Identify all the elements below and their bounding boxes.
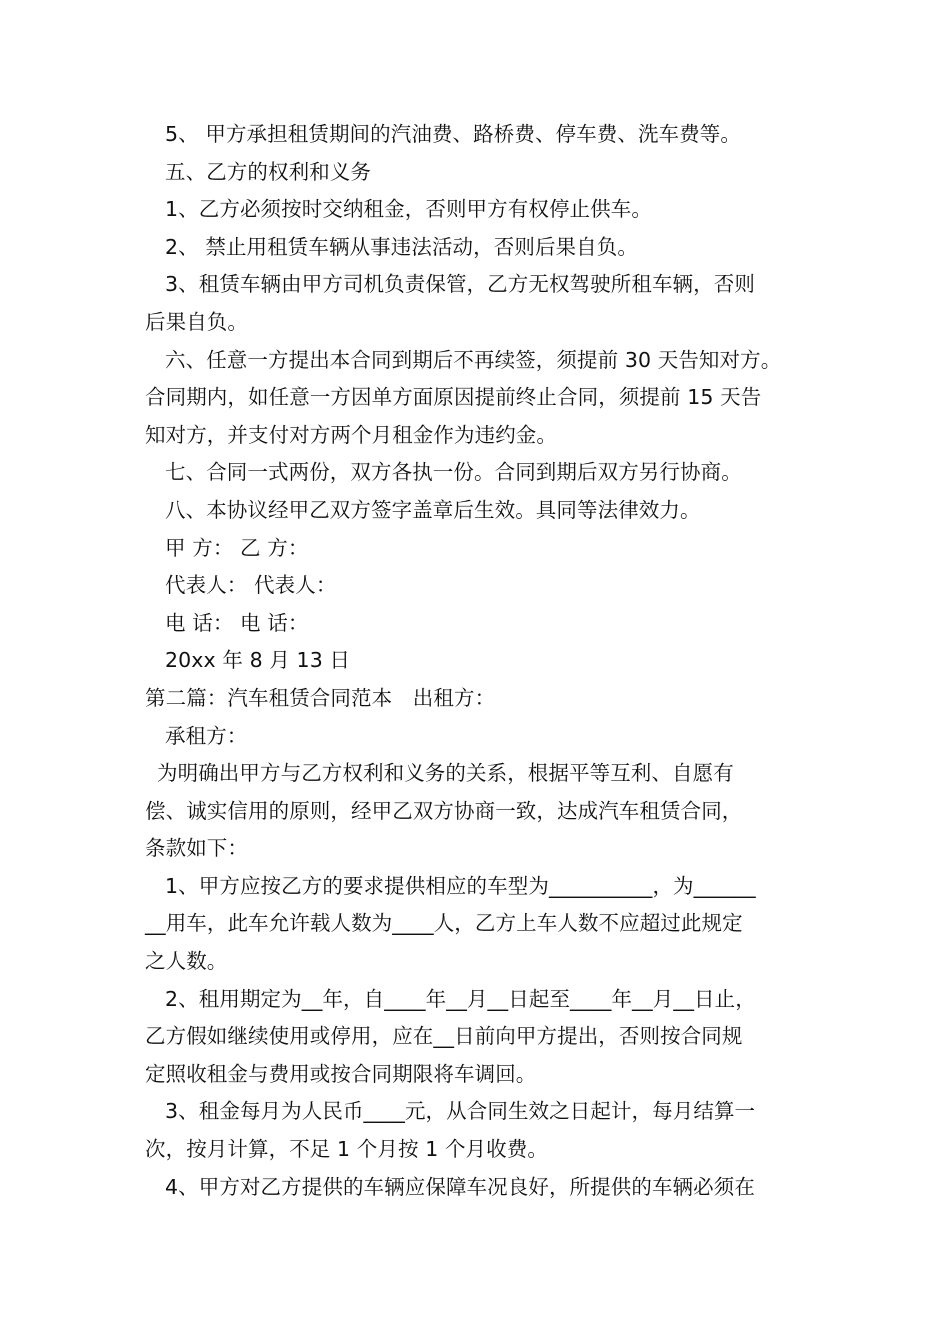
clause-line: 乙方假如继续使用或停用，应在__日前向甲方提出，否则按合同规 — [145, 1024, 743, 1049]
clause-line: 之人数。 — [145, 949, 228, 974]
clause-line: 3、租金每月为人民币____元，从合同生效之日起计，每月结算一 — [165, 1099, 756, 1124]
clause-line: 2、 禁止用租赁车辆从事违法活动，否则后果自负。 — [165, 234, 638, 259]
signature-party-line: 甲 方： 乙 方： — [165, 535, 309, 560]
clause-line: 3、租赁车辆由甲方司机负责保管，乙方无权驾驶所租车辆，否则 — [165, 272, 755, 297]
signature-phone-line: 电 话： 电 话： — [165, 610, 309, 635]
lessee-line: 承租方： — [165, 723, 248, 748]
clause-line: 知对方，并支付对方两个月租金作为违约金。 — [145, 422, 557, 447]
clause-line: 5、 甲方承担租赁期间的汽油费、路桥费、停车费、洗车费等。 — [165, 122, 741, 146]
section-heading: 七、合同一式两份，双方各执一份。合同到期后双方另行协商。 — [165, 460, 742, 485]
preamble-line: 条款如下： — [145, 836, 248, 861]
signature-date: 20xx 年 8 月 13 日 — [165, 648, 351, 673]
clause-line: 次，按月计算，不足 1 个月按 1 个月收费。 — [145, 1137, 548, 1162]
clause-line: 1、乙方必须按时交纳租金，否则甲方有权停止供车。 — [165, 197, 652, 222]
clause-line: 1、甲方应按乙方的要求提供相应的车型为__________，为______ — [165, 873, 756, 898]
clause-line: 4、甲方对乙方提供的车辆应保障车况良好，所提供的车辆必须在 — [165, 1174, 755, 1199]
clause-line: 定照收租金与费用或按合同期限将车调回。 — [145, 1061, 537, 1086]
signature-representative-line: 代表人： 代表人： — [165, 573, 337, 598]
preamble-line: 偿、诚实信用的原则，经甲乙双方协商一致，达成汽车租赁合同， — [145, 798, 743, 823]
section-heading: 五、乙方的权利和义务 — [165, 159, 371, 184]
part-two-title: 第二篇：汽车租赁合同范本 出租方： — [145, 685, 496, 710]
preamble-line: 为明确出甲方与乙方权利和义务的关系，根据平等互利、自愿有 — [157, 761, 734, 786]
section-heading: 八、本协议经甲乙双方签字盖章后生效。具同等法律效力。 — [165, 497, 701, 522]
section-heading: 六、任意一方提出本合同到期后不再续签，须提前 30 天告知对方。 — [165, 347, 782, 372]
clause-line: 2、租用期定为__年，自____年__月__日起至____年__月__日止， — [165, 986, 756, 1011]
clause-line: __用车，此车允许载人数为____人，乙方上车人数不应超过此规定 — [145, 911, 743, 936]
clause-line: 合同期内，如任意一方因单方面原因提前终止合同，须提前 15 天告 — [145, 385, 762, 410]
clause-line: 后果自负。 — [145, 309, 248, 334]
contract-text — [145, 116, 811, 1206]
